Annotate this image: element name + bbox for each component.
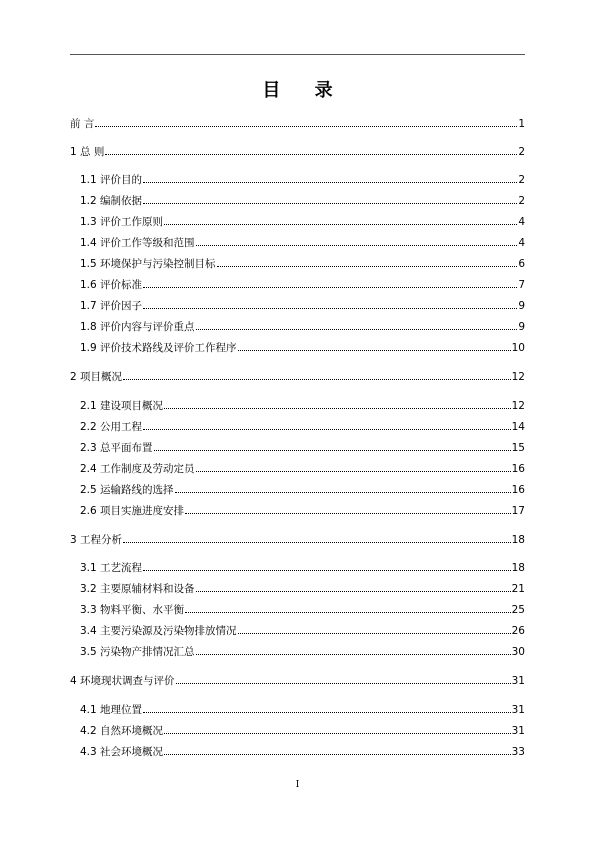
toc-entry-page-number: 4 (518, 237, 525, 249)
toc-entry-label: 3.4 主要污染源及污染物排放情况 (80, 625, 237, 637)
toc-dot-leader (143, 278, 517, 288)
toc-section-entry[interactable] (80, 399, 525, 413)
toc-entry-page-number: 12 (511, 371, 525, 383)
toc-entry-label: 2.4 工作制度及劳动定员 (80, 463, 195, 475)
toc-dot-leader (154, 441, 511, 451)
toc-section-entry[interactable] (80, 420, 525, 434)
toc-entry-page-number: 31 (511, 675, 525, 687)
toc-chapter-entry[interactable] (70, 533, 525, 547)
toc-section-entry[interactable] (80, 561, 525, 575)
toc-entry-label: 2.2 公用工程 (80, 421, 143, 433)
toc-dot-leader (123, 533, 511, 543)
toc-entry-page-number: 26 (511, 625, 525, 637)
toc-dot-leader (105, 145, 517, 155)
toc-section-entry[interactable] (80, 278, 525, 292)
toc-dot-leader (95, 117, 517, 127)
toc-section-entry[interactable] (80, 745, 525, 759)
toc-section-entry[interactable] (80, 236, 525, 250)
toc-entry-label: 4.3 社会环境概况 (80, 746, 164, 758)
toc-entry-page-number: 9 (518, 300, 525, 312)
toc-dot-leader (143, 173, 517, 183)
toc-entry-label: 1.4 评价工作等级和范围 (80, 237, 195, 249)
toc-dot-leader (217, 257, 518, 267)
toc-entry-label: 4.1 地理位置 (80, 704, 143, 716)
toc-entry-page-number: 31 (511, 725, 525, 737)
toc-section-entry[interactable] (80, 257, 525, 271)
toc-section-entry[interactable] (80, 645, 525, 659)
toc-dot-leader (196, 582, 511, 592)
toc-section-entry[interactable] (80, 582, 525, 596)
toc-entry-label: 1.2 编制依据 (80, 195, 143, 207)
toc-entry-page-number: 21 (511, 583, 525, 595)
toc-entry-page-number: 18 (511, 534, 525, 546)
toc-entry-label: 4.2 自然环境概况 (80, 725, 164, 737)
toc-entry-page-number: 2 (518, 174, 525, 186)
toc-entry-page-number: 1 (518, 118, 525, 130)
toc-section-entry[interactable] (80, 320, 525, 334)
toc-entry-page-number: 6 (518, 258, 525, 270)
toc-section-entry[interactable] (80, 173, 525, 187)
toc-dot-leader (196, 462, 511, 472)
toc-section-entry[interactable] (80, 299, 525, 313)
toc-entry-label: 3.2 主要原辅材料和设备 (80, 583, 195, 595)
toc-dot-leader (143, 703, 511, 713)
toc-entry-label: 3.5 污染物产排情况汇总 (80, 646, 195, 658)
toc-dot-leader (143, 299, 517, 309)
toc-dot-leader (164, 399, 511, 409)
toc-section-entry[interactable] (80, 504, 525, 518)
toc-section-entry[interactable] (80, 441, 525, 455)
toc-dot-leader (176, 674, 511, 684)
toc-section-entry[interactable] (80, 483, 525, 497)
toc-entry-label: 1.5 环境保护与污染控制目标 (80, 258, 216, 270)
toc-entry-label: 2.1 建设项目概况 (80, 400, 164, 412)
toc-entry-page-number: 2 (518, 195, 525, 207)
toc-entry-label: 3.1 工艺流程 (80, 562, 143, 574)
toc-entry-label: 2.5 运输路线的选择 (80, 484, 174, 496)
toc-entry-page-number: 33 (511, 746, 525, 758)
toc-entry-label: 4 环境现状调查与评价 (70, 675, 175, 687)
toc-entry-page-number: 18 (511, 562, 525, 574)
toc-entry-page-number: 31 (511, 704, 525, 716)
toc-entry-label: 1.9 评价技术路线及评价工作程序 (80, 342, 237, 354)
toc-dot-leader (143, 561, 511, 571)
toc-entry-page-number: 2 (518, 146, 525, 158)
toc-chapter-entry[interactable] (70, 370, 525, 384)
toc-dot-leader (164, 724, 511, 734)
toc-dot-leader (143, 420, 511, 430)
toc-entry-page-number: 9 (518, 321, 525, 333)
toc-entry-label: 2 项目概况 (70, 371, 123, 383)
toc-dot-leader (238, 341, 511, 351)
toc-section-entry[interactable] (80, 194, 525, 208)
toc-entry-label: 前 言 (70, 118, 95, 130)
page-number-footer: I (295, 780, 300, 790)
toc-entry-label: 1 总 则 (70, 146, 105, 158)
toc-title: 目 录 (262, 80, 347, 101)
toc-entry-label: 1.8 评价内容与评价重点 (80, 321, 195, 333)
toc-dot-leader (185, 504, 511, 514)
toc-entry-page-number: 16 (511, 463, 525, 475)
toc-entry-label: 1.6 评价标准 (80, 279, 143, 291)
toc-entry-label: 1.1 评价目的 (80, 174, 143, 186)
toc-entry-page-number: 16 (511, 484, 525, 496)
toc-section-entry[interactable] (80, 624, 525, 638)
toc-entry-label: 3.3 物料平衡、水平衡 (80, 604, 185, 616)
toc-section-entry[interactable] (80, 703, 525, 717)
toc-dot-leader (196, 236, 518, 246)
toc-dot-leader (143, 194, 517, 204)
toc-chapter-entry[interactable] (70, 117, 525, 131)
toc-section-entry[interactable] (80, 603, 525, 617)
toc-entry-page-number: 7 (518, 279, 525, 291)
toc-entry-page-number: 30 (511, 646, 525, 658)
toc-dot-leader (196, 645, 511, 655)
toc-section-entry[interactable] (80, 341, 525, 355)
toc-entry-page-number: 10 (511, 342, 525, 354)
toc-dot-leader (238, 624, 511, 634)
toc-entry-page-number: 15 (511, 442, 525, 454)
toc-entry-label: 2.6 项目实施进度安排 (80, 505, 185, 517)
toc-chapter-entry[interactable] (70, 145, 525, 159)
toc-entry-page-number: 25 (511, 604, 525, 616)
toc-dot-leader (185, 603, 511, 613)
toc-dot-leader (164, 745, 511, 755)
toc-dot-leader (164, 215, 517, 225)
toc-section-entry[interactable] (80, 215, 525, 229)
toc-entry-label: 1.3 评价工作原则 (80, 216, 164, 228)
toc-dot-leader (123, 370, 511, 380)
toc-chapter-entry[interactable] (70, 674, 525, 688)
toc-entry-label: 2.3 总平面布置 (80, 442, 153, 454)
toc-entry-page-number: 4 (518, 216, 525, 228)
toc-entry-page-number: 17 (511, 505, 525, 517)
toc-section-entry[interactable] (80, 462, 525, 476)
toc-entry-page-number: 14 (511, 421, 525, 433)
toc-entry-label: 1.7 评价因子 (80, 300, 143, 312)
toc-section-entry[interactable] (80, 724, 525, 738)
toc-entry-page-number: 12 (511, 400, 525, 412)
toc-entry-label: 3 工程分析 (70, 534, 123, 546)
toc-dot-leader (175, 483, 511, 493)
toc-dot-leader (196, 320, 518, 330)
header-rule (70, 54, 525, 55)
